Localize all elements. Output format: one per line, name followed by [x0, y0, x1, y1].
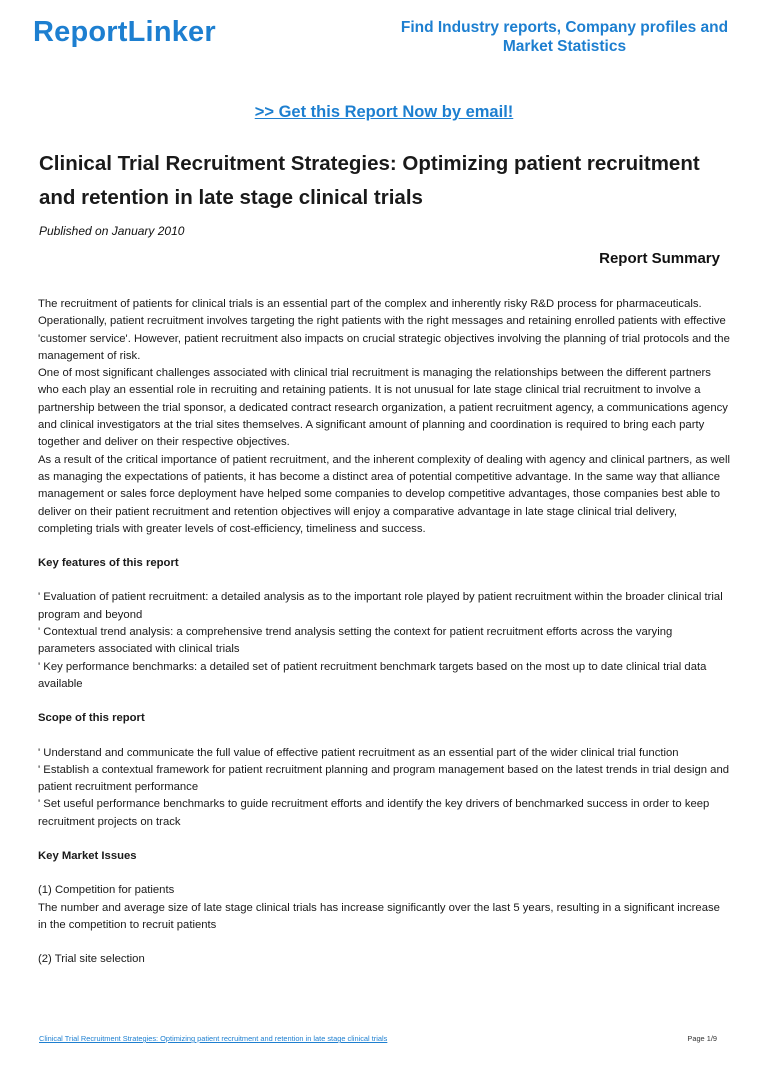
- summary-paragraph: As a result of the critical importance of patient recruitment, and the inherent complexity of dealing with agency and clinical partners, as well as managing the expectations of patients, it has become a distinct area of potential competitive advantage. In the same way that alliance management or sales force deployment have helped some companies to develop competitive advantages, those companies best able to deliver on their patient recruitment and retention objectives will enjoy a comparative advantage in late stage clinical trial delivery, completing trials with greater levels of cost-efficiency, timeliness and success.: [38, 453, 730, 535]
- market-issue-title: (2) Trial site selection: [38, 953, 145, 966]
- footer-report-link[interactable]: Clinical Trial Recruitment Strategies: Optimizing patient recruitment and retention in late stage clinical trials: [39, 1034, 388, 1043]
- summary-paragraph: The recruitment of patients for clinical trials is an essential part of the complex and inherently risky R&D process for pharmaceuticals. Operationally, patient recruitment involves targeting the right patients with the right messages and retaining enrolled patients with effective 'customer service'. However, patient recruitment also impacts on crucial strategic objectives involving the planning of trial protocols and the management of risk.: [38, 298, 730, 362]
- published-date: Published on January 2010: [39, 224, 185, 238]
- summary-paragraph: One of most significant challenges associated with clinical trial recruitment is managing the relationships between the different partners who each play an essential role in recruiting and retaining patients. It is not unusual for late stage clinical trial recruitment to involve a partnership between the trial sponsor, a dedicated contract research organization, a patient recruitment agency, a communications agency and clinical investigators at the trial sites themselves. A significant amount of planning and coordination is required to bring each party together and deliver on their respective objectives.: [38, 367, 728, 449]
- key-features-heading: Key features of this report: [38, 557, 179, 570]
- scope-heading: Scope of this report: [38, 712, 145, 725]
- market-issues-heading: Key Market Issues: [38, 850, 137, 863]
- market-issue-text: The number and average size of late stage clinical trials has increase significantly over the last 5 years, resulting in a significant increase in the competition to recruit patients: [38, 901, 720, 931]
- cta-container: [0, 103, 768, 122]
- header-tagline: Find Industry reports, Company profiles and Market Statistics: [400, 19, 729, 55]
- key-feature-item: ' Key performance benchmarks: a detailed set of patient recruitment benchmark targets based on the most up to date clinical trial data available: [38, 660, 707, 690]
- report-title: Clinical Trial Recruitment Strategies: Optimizing patient recruitment and retention in late stage clinical trials: [39, 152, 700, 209]
- report-body: [38, 296, 730, 969]
- page-number: Page 1/9: [687, 1034, 717, 1043]
- market-issue-title: (1) Competition for patients: [38, 884, 175, 897]
- reportlinker-logo[interactable]: ReportLinker: [33, 16, 216, 48]
- scope-item: ' Set useful performance benchmarks to guide recruitment efforts and identify the key drivers of benchmarked success in order to keep recruitment projects on track: [38, 798, 710, 828]
- key-feature-item: ' Contextual trend analysis: a comprehensive trend analysis setting the context for patient recruitment efforts across the varying parameters associated with clinical trials: [38, 626, 673, 656]
- scope-item: ' Understand and communicate the full value of effective patient recruitment as an essential part of the wider clinical trial function: [38, 746, 679, 759]
- key-feature-item: ' Evaluation of patient recruitment: a detailed analysis as to the important role played by patient recruitment within the broader clinical trial program and beyond: [38, 591, 723, 621]
- page-footer: [39, 1034, 717, 1043]
- scope-item: ' Establish a contextual framework for patient recruitment planning and program management based on the latest trends in trial design and patient recruitment performance: [38, 763, 730, 794]
- report-summary-heading: Report Summary: [599, 250, 720, 267]
- get-report-link[interactable]: >> Get this Report Now by email!: [254, 103, 514, 121]
